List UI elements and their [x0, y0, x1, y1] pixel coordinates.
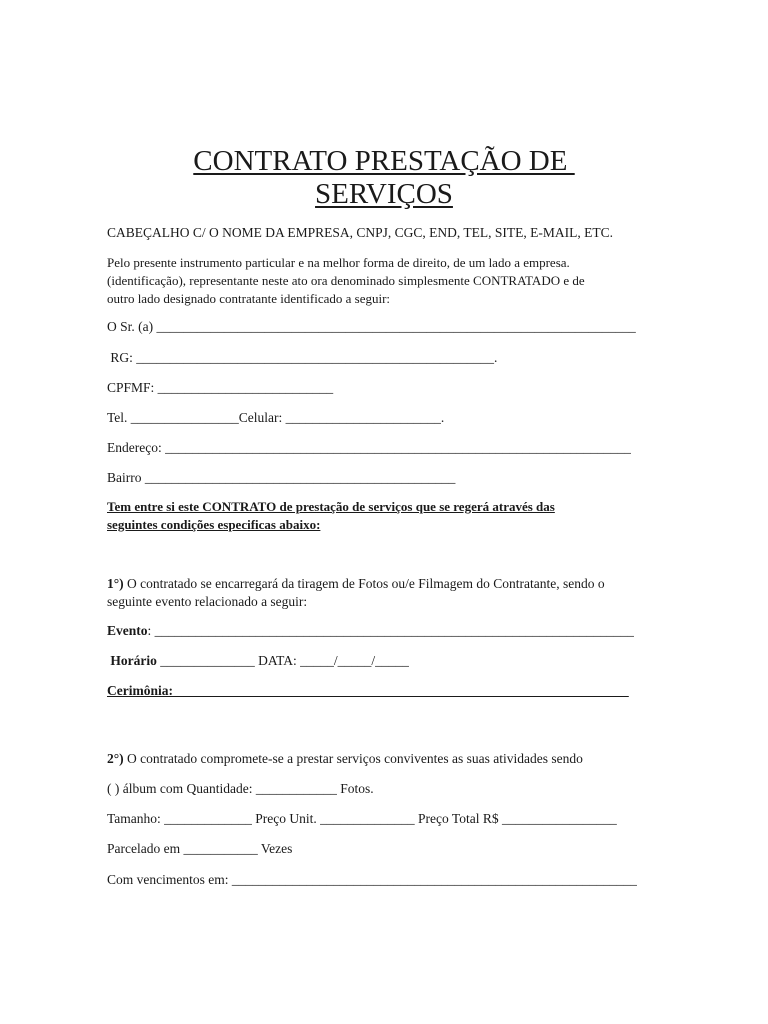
time-date-blank: ______________ DATA: _____/_____/_____	[156, 653, 409, 668]
intro-line-3: outro lado designado contratante identificado a seguir:	[107, 291, 391, 306]
clause-1-number: 1°)	[107, 576, 124, 591]
clause-2-line-1	[107, 750, 583, 768]
conditions-intro-line-2: seguintes condições especificas abaixo:	[107, 517, 321, 532]
cpf-field: CPFMF: __________________________	[107, 380, 334, 395]
contract-title-line1: CONTRATO PRESTAÇÃO DE	[193, 145, 575, 177]
clause-2-number: 2°)	[107, 751, 124, 766]
due-dates-field: Com vencimentos em: ____________________________________________________________	[107, 872, 637, 887]
intro-line-2: (identificação), representante neste ato ora denominado simplesmente CONTRATADO e de	[107, 273, 585, 288]
installments-field: Parcelado em ___________ Vezes	[107, 841, 293, 856]
header-note: CABEÇALHO C/ O NOME DA EMPRESA, CNPJ, CGC, END, TEL, SITE, E-MAIL, ETC.	[107, 225, 614, 240]
rg-field: RG: _____________________________________________________.	[107, 350, 498, 365]
address-field: Endereço: _____________________________________________________________________	[107, 440, 631, 455]
conditions-intro-line-1: Tem entre si este CONTRATO de prestação de serviços que se regerá através das	[107, 499, 555, 514]
time-label: Horário	[107, 653, 157, 668]
time-date-field	[107, 652, 409, 670]
event-label: Evento	[107, 623, 148, 638]
clause-1-line-1	[107, 575, 605, 593]
clause-1-line-2: seguinte evento relacionado a seguir:	[107, 594, 308, 609]
event-field	[107, 622, 634, 640]
clause-1-text: O contratado se encarregará da tiragem de Fotos ou/e Filmagem do Contratante, sendo o	[123, 576, 605, 591]
event-blank: : _______________________________________________________________________	[147, 623, 634, 638]
size-price-field: Tamanho: _____________ Preço Unit. ______________ Preço Total R$ _________________	[107, 811, 617, 826]
clause-2-text: O contratado compromete-se a prestar serviços conviventes as suas atividades sendo	[123, 751, 583, 766]
district-field: Bairro ______________________________________________	[107, 470, 456, 485]
album-quantity-field: ( ) álbum com Quantidade: ____________ Fotos.	[107, 781, 374, 796]
intro-line-1: Pelo presente instrumento particular e na melhor forma de direito, de um lado a empresa.	[107, 255, 570, 270]
name-field: O Sr. (a) _______________________________________________________________________	[107, 319, 636, 334]
ceremony-field: Cerimônia: ___________________________________________________________________	[107, 683, 629, 698]
contract-title-line2: SERVIÇOS	[315, 178, 453, 210]
phone-field: Tel. ________________Celular: _______________________.	[107, 410, 445, 425]
